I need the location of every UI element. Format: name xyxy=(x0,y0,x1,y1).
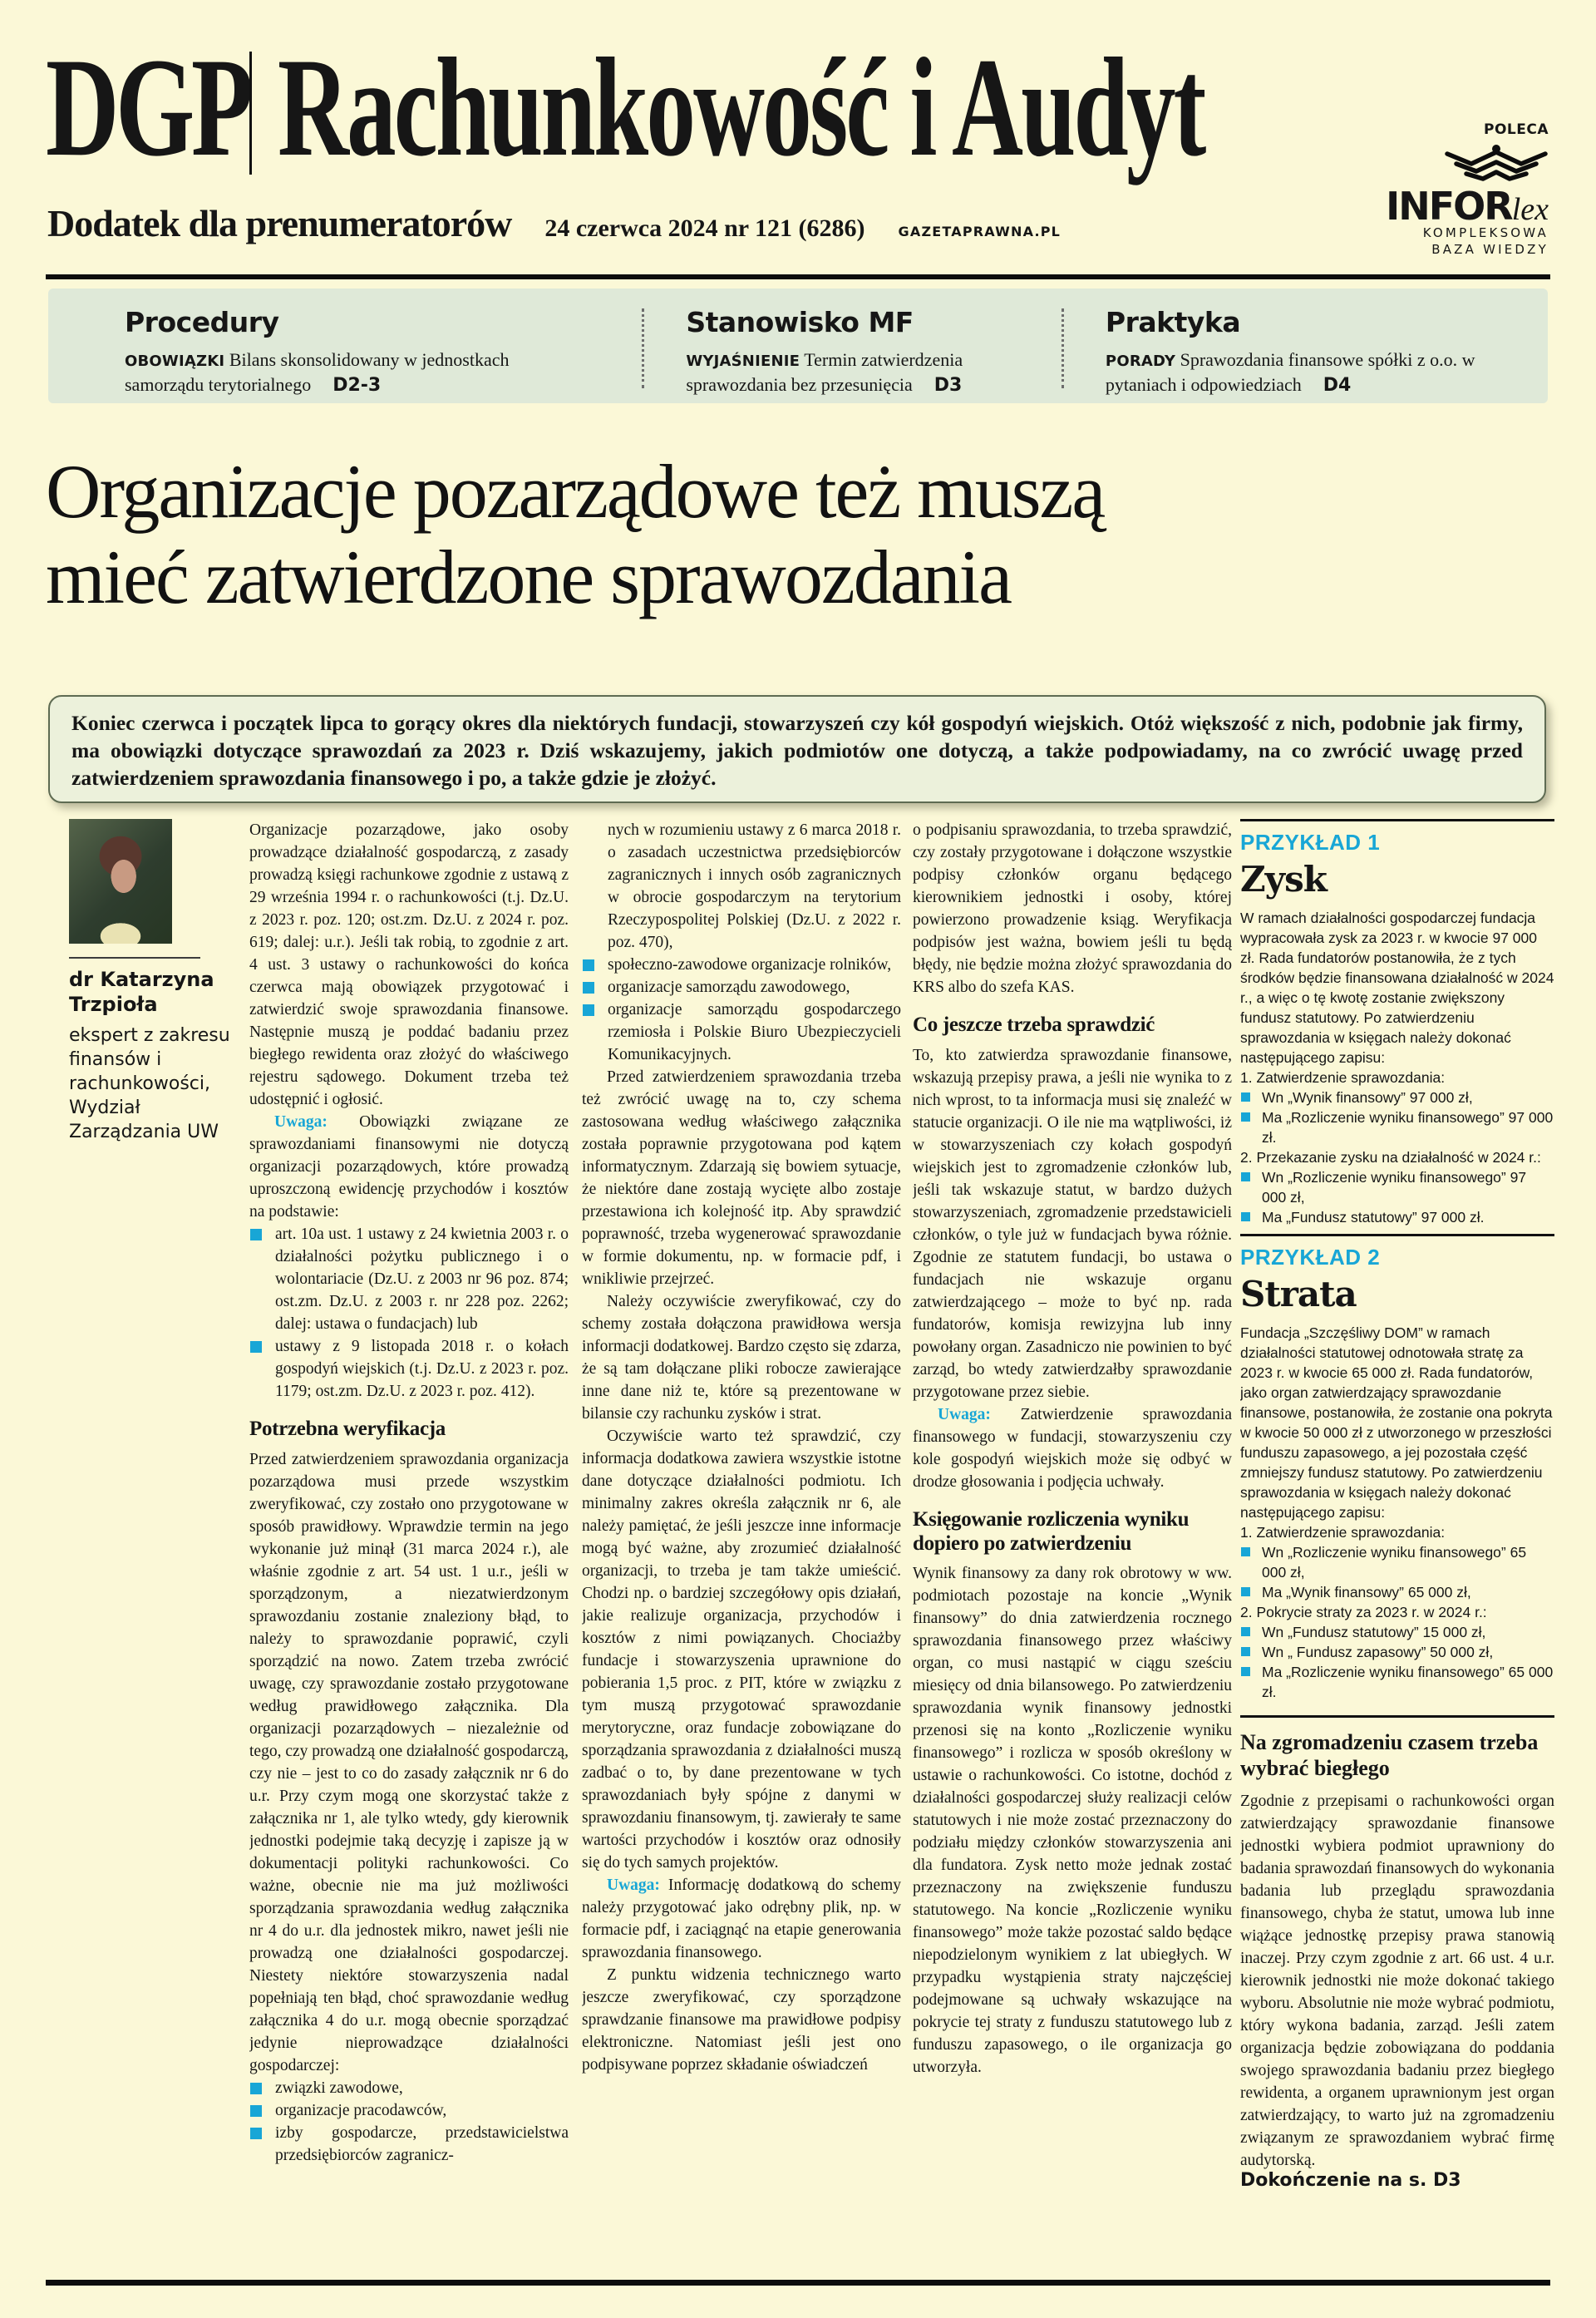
lead-box xyxy=(48,695,1546,803)
uwaga-label: Uwaga: xyxy=(938,1405,991,1423)
bullet-item: Wn „Rozliczenie wyniku finansowego” 65 000 zł, xyxy=(1240,1542,1554,1582)
bullet-item: Ma „Rozliczenie wyniku finansowego” 65 000 zł. xyxy=(1240,1662,1554,1702)
bullet-item: organizacje samorządu zawodowego, xyxy=(582,976,901,999)
uwaga-label: Uwaga: xyxy=(607,1877,660,1894)
bullet-list xyxy=(249,1223,569,1403)
body-paragraph: Oczywiście warto też sprawdzić, czy informacja dodatkowa zawiera wszystkie istotne dane dotyczące działalności podmiotu. Ich minimalny zakres określa załącznik nr 6, ale należy pamiętać, że jeśli jeszcze inne informacje mogą być ważne, aby zrozumieć działalność organizacji, to trzeba je tam także umieścić. Chodzi np. o bardziej szczegółowy opis działań, jakie realizuje organizacja, przychodów i kosztów z nimi powiązanych. Chociażby fundacje i stowarzyszenia uprawnione do pobierania 1,5 proc. z PIT, które w związku z tym muszą przygotować sprawozdanie merytoryczne, oraz fundacje zobowiązane do sporządzania sprawozdania z działalności muszą zadbać o to, by dane prezentowane w tych sprawozdaniach były spójne z danymi w sprawozdaniu finansowym, tj. zawierały te same wartości przychodów i kosztów oraz odnosiły się do tych samych projektów. xyxy=(582,1428,901,1872)
author-name: dr Katarzyna Trzpioła xyxy=(69,968,214,1016)
example-bullet-list xyxy=(1240,1087,1554,1147)
continuation-note: Dokończenie na s. D3 xyxy=(1240,2169,1461,2191)
example-bullet-list xyxy=(1240,1167,1554,1227)
body-paragraph: Przed zatwierdzeniem sprawozdania organizacja pozarządowa musi przede wszystkim zweryfikować, czy zostało ono przygotowane w sposób prawidłowy. Wprawdzie termin na jego wykonanie już minął (31 marca 2024 r.), ale właśnie zgodnie z art. 54 ust. 1 u.r., jeśli w sporządzonym, a niezatwierdzonym sprawozdaniu zostanie znaleziony błąd, to należy to sprawozdanie poprawić, czyli sporządzić na nowo. Zatem trzeba zwrócić uwagę, czy sprawozdanie zostało przygotowane według prawidłowego załącznika. Dla organizacji pozarządowych – niezależnie od tego, czy prowadzą one działalność gospodarczą, czy nie – jest to co do zasady załącznik nr 6 do u.r. Przy czym mogą one skorzystać także z załącznika nr 1, ale tylko wtedy, gdy kierownik jednostki podejmie taką decyzję i zapisze ją w dokumentacji polityki rachunkowości. Co ważne, obecnie nie ma już możliwości sporządzania sprawozdania według załącznika nr 4 do u.r. dla jednostek mikro, nawet jeśli nie prowadzą one działalności gospodarczej. Niestety niektóre stowarzyszenia nadal popełniają ten błąd, choć sprawozdanie według załącznika 4 do u.r. mogą obecnie sporządzać jedynie nieprowadzące działalności gospodarczej: xyxy=(249,1450,569,2074)
body-column-4 xyxy=(1240,819,1554,2280)
teaser-description xyxy=(125,348,540,397)
bottom-rule xyxy=(46,2280,1550,2286)
bullet-continuation: nych w rozumieniu ustawy z 6 marca 2018 r. o zasadach uczestnictwa przedsiębiorców zagranicznych i innych osób zagranicznych w obrocie gospodarczym na terytorium Rzeczypospolitej Polskiej (Dz.U. z 2022 r. poz. 470), xyxy=(608,821,901,951)
example-box-1 xyxy=(1240,819,1554,1227)
dgp-logo: DGP xyxy=(46,29,250,185)
body-paragraph: Przed zatwierdzeniem sprawozdania trzeba też zwrócić uwagę na to, czy schema zastosowana według właściwego załącznika została poprawnie przygotowana pod kątem informatycznym. Zdarzają się bowiem sytuacje, że niektóre dane zostają wycięte albo zostaje przestawiona ich kolejność itp. Aby sprawdzić poprawność, trzeba wygenerować sprawozdanie w formie dokumentu, np. w formacie pdf, i wnikliwie przejrzeć. xyxy=(582,1068,901,1288)
body-paragraph: Z punktu widzenia technicznego warto jeszcze zweryfikować, czy sporządzone sprawdzanie finansowe ma prawidłowe podpisy elektroniczne. Natomiast jeśli jest ono podpisywane poprzez składanie oświadczeń xyxy=(582,1966,901,2074)
section-subhead: Co jeszcze trzeba sprawdzić xyxy=(913,1014,1155,1036)
teaser-text: Bilans skonsolidowany w jednostkach samorządu terytorialnego xyxy=(125,349,510,395)
teaser-band xyxy=(48,289,1548,403)
example-paragraph: Fundacja „Szczęśliwy DOM” w ramach działalności statutowej odnotowała stratę za 2023 r. w kwocie 65 000 zł. Rada fundatorów, jako organ zatwierdzający sprawozdanie finansowe, postanowiła, że zostanie ona pokryta w kwocie 50 000 zł z utworzonego w przeszłości funduszu zapasowego, a jej pozostała część zmniejszy fundusz statutowy. Po zatwierdzeniu sprawozdania w księgach należy dokonać następującego zapisu: xyxy=(1240,1324,1553,1521)
subscriber-supplement-label: Dodatek dla prenumeratorów xyxy=(47,202,512,244)
infor-logo-icon xyxy=(1444,144,1549,185)
supplement-title: Rachunkowość i Audyt xyxy=(278,29,1204,185)
bullet-item: art. 10a ust. 1 ustawy z 24 kwietnia 2003 r. o działalności pożytku publicznego i o wolontariacie (Dz.U. z 2003 nr 96 poz. 874; ost.zm. Dz.U. z 2003 r. nr 228 poz. 2262; dalej: ustawa o fundacjach) lub xyxy=(249,1223,569,1335)
example-box-2 xyxy=(1240,1234,1554,1718)
author-bio: ekspert z zakresu finansów i rachunkowości, Wydział Zarządzania UW xyxy=(69,1025,230,1143)
header-rule xyxy=(46,274,1550,279)
example-step: 2. Pokrycie straty za 2023 r. w 2024 r.: xyxy=(1240,1604,1487,1621)
example-bullet-list xyxy=(1240,1622,1554,1702)
infor-brand-main: INFOR xyxy=(1386,184,1512,229)
teaser-description xyxy=(1106,348,1523,397)
example-kicker: PRZYKŁAD 1 xyxy=(1240,830,1381,855)
teaser-section-title: Praktyka xyxy=(1105,306,1241,338)
teaser-section-title: Procedury xyxy=(125,306,279,338)
bullet-item: Wn „Fundusz statutowy” 15 000 zł, xyxy=(1240,1622,1554,1642)
body-paragraph: Zgodnie z przepisami o rachunkowości organ zatwierdzający sprawozdanie finansowe jednostki wybiera podmiot uprawniony do badania sprawozdań finansowych do wykonania badania lub przeglądu sprawozdania finansowego, chyba że statut, umowa lub inne wiążące jednostkę przepisy prawa stanowią inaczej. Przy czym zgodnie z art. 66 ust. 4 u.r. kierownik jednostki nie może dokonać takiego wyboru. Absolutnie nie może wybrać podmiotu, który wykona badania, zarząd. Jeśli zatem organizacja będzie zobowiązana do poddania swojego sprawozdania badaniu przez biegłego rewidenta, a organem uprawnionym jest organ zatwierdzający, to warto już na zgromadzeniu związanym ze sprawozdaniem wybrać firmę audytorską. xyxy=(1240,1792,1554,2169)
bullet-list xyxy=(582,819,901,1066)
issue-date: 24 czerwca 2024 nr 121 (6286) xyxy=(544,215,865,242)
author-rule xyxy=(69,957,200,959)
body-column-1 xyxy=(249,819,569,2280)
teaser-stanowisko-mf xyxy=(642,306,1062,396)
example-title: Zysk xyxy=(1240,859,1327,900)
example-step: 2. Przekazanie zysku na działalność w 2024 r.: xyxy=(1240,1149,1541,1166)
lead-paragraph: Koniec czerwca i początek lipca to gorący okres dla niektórych fundacji, stowarzyszeń czy kół gospodyń wiejskich. Otóż większość z nich, podobnie jak firmy, ma obowiązki dotyczące sprawozdań za 2023 r. Dziś wskazujemy, jakich podmiotów one dotyczą, a także podpowiadamy, na co zwrócić uwagę przed zatwierdzeniem sprawozdania finansowego i po, a także gdzie je złożyć. xyxy=(71,711,1523,790)
infor-brand-suffix: lex xyxy=(1511,192,1549,227)
body-paragraph: Organizacje pozarządowe, jako osoby prowadzące działalność gospodarczą, z zasady prowadzą księgi rachunkowe zgodnie z ustawą z 29 września 1994 r. o rachunkowości (t.j. Dz.U. z 2023 r. poz. 120; ost.zm. Dz.U. z 2024 r. poz. 619; dalej: u.r.). Jeśli tak robią, to zgodnie z art. 4 ust. 3 ustawy o rachunkowości do końca czerwca mają obowiązek przygotować i zatwierdzić swoje sprawozdania finansowe. Następnie muszą je poddać badaniu przez biegłego rewidenta oraz złożyć do właściwego rejestru sądowego. Dokument trzeba też udostępnić i ogłosić. xyxy=(249,821,569,1108)
bullet-item: Wn „Rozliczenie wyniku finansowego” 97 000 zł, xyxy=(1240,1167,1554,1207)
body-paragraph: o podpisaniu sprawozdania, to trzeba sprawdzić, czy zostały przygotowane i dołączone wszystkie podpisy członków organu będącego kierownikiem jednostki i osoby, której powierzono prowadzenie ksiąg. Weryfikacja podpisów jest ważna, bowiem jeśli tu będą błędy, nie będzie można złożyć sprawozdania do KRS albo do szefa KAS. xyxy=(913,821,1232,996)
teaser-page-ref: D2-3 xyxy=(332,374,382,396)
teaser-praktyka xyxy=(1062,306,1523,396)
site-name: GAZETAPRAWNA.PL xyxy=(898,224,1062,239)
teaser-page-ref: D4 xyxy=(1323,374,1352,396)
teaser-procedury xyxy=(125,306,642,396)
headline-line-2: mieć zatwierdzone sprawozdania xyxy=(46,535,1011,620)
bullet-item: organizacje pracodawców, xyxy=(249,2099,569,2122)
teaser-kicker: PORADY xyxy=(1105,353,1176,370)
example-paragraph: W ramach działalności gospodarczej fundacja wypracowała zysk za 2023 r. w kwocie 97 000 zł. Rada fundatorów postanowiła, że z tych środków będzie finansowana działalność w 2024 r., a więc o tę kwotę zostanie zwiększony fundusz statutowy. Po zatwierdzeniu sprawozdania w księgach należy dokonać następującego zapisu: xyxy=(1240,910,1554,1067)
bullet-item: społeczno-zawodowe organizacje rolników, xyxy=(582,954,901,976)
teaser-text: Termin zatwierdzenia sprawozdania bez przesunięcia xyxy=(686,349,963,395)
teaser-page-ref: D3 xyxy=(933,374,963,396)
body-paragraph: To, kto zatwierdza sprawozdanie finansowe, wskazują przepisy prawa, a jeśli nie wynika to z nich wprost, to ta informacja musi się znaleźć w statucie organizacji. O ile nie ma wątpliwości, iż w stowarzyszeniach czy kołach gospodyń wiejskich jest to zgromadzenie członków lub, jeśli tak wskazuje statut, w bardzo dużych stowarzyszeniach, zgromadzenie przedstawicieli członków, o tyle już w fundacjach bywa różnie. Zgodnie ze statutem fundacji, bo ustawa o fundacjach nie wskazuje organu zatwierdzającego – może to być np. rada fundatorów, komisja rewizyjna lub inny powołany organ. Zasadniczo nie powinien to być zarząd, bo wtedy zatwierdzałby sprawozdanie przygotowane przez siebie. xyxy=(913,1046,1232,1401)
headline-line-1: Organizacje pozarządowe też muszą xyxy=(46,449,1105,534)
author-block xyxy=(62,819,245,1144)
example-kicker: PRZYKŁAD 2 xyxy=(1240,1245,1381,1270)
uwaga-note xyxy=(249,1111,569,1223)
uwaga-text: Informację dodatkową do schemy należy przygotować jako odrębny plik, np. w formacie pdf, i zaciągnąć na etapie generowania sprawozdania finansowego. xyxy=(582,1877,901,1961)
bullet-item: Ma „Rozliczenie wyniku finansowego” 97 000 zł. xyxy=(1240,1107,1554,1147)
bullet-item: izby gospodarcze, przedstawicielstwa przedsiębiorców zagranicz- xyxy=(249,2122,569,2167)
example-step: 1. Zatwierdzenie sprawozdania: xyxy=(1240,1069,1446,1087)
uwaga-text: Obowiązki związane ze sprawozdaniami finansowymi nie dotyczą organizacji pozarządowych, które prowadzą uproszczoną ewidencję przychodów i kosztów na podstawie: xyxy=(249,1113,569,1221)
author-photo xyxy=(69,819,172,944)
bullet-item: Ma „Fundusz statutowy” 97 000 zł. xyxy=(1240,1207,1554,1227)
infor-tagline-2: BAZA WIEDZY xyxy=(1431,241,1549,257)
body-column-3 xyxy=(913,819,1232,2280)
article-headline xyxy=(46,449,1104,620)
bullet-item: związki zawodowe, xyxy=(249,2077,569,2099)
example-title: Strata xyxy=(1240,1274,1357,1315)
example-bullet-list xyxy=(1240,1542,1554,1602)
section-subhead: Na zgromadzeniu czasem trzeba wybrać biegłego xyxy=(1240,1730,1539,1781)
bullet-item: Wn „ Fundusz zapasowy” 50 000 zł, xyxy=(1240,1642,1554,1662)
uwaga-text: Zatwierdzenie sprawozdania finansowego w fundacji, stowarzyszeniu czy kole gospodyń wiejskich może się odbyć w drodze głosowania i podjęcia uchwały. xyxy=(913,1405,1232,1491)
example-body xyxy=(1240,908,1554,1227)
infor-tagline-1: KOMPLEKSOWA xyxy=(1422,225,1549,240)
uwaga-note xyxy=(582,1874,901,1964)
masthead-subline xyxy=(47,202,1062,244)
infor-brand xyxy=(1374,184,1549,229)
body-paragraph: Należy oczywiście zweryfikować, czy do schemy została dołączona prawidłowa wersja informacji dodatkowej. Bardzo często się zdarza, że są tam dołączane pliki robocze zawierające inne dane niż te, które są prezentowane w bilansie czy rachunku zysków i strat. xyxy=(582,1293,901,1423)
uwaga-note xyxy=(913,1403,1232,1493)
teaser-text: Sprawozdania finansowe spółki z o.o. w pytaniach i odpowiedziach xyxy=(1105,349,1475,395)
teaser-description xyxy=(686,348,1062,397)
masthead-divider xyxy=(249,52,252,175)
teaser-kicker: OBOWIĄZKI xyxy=(125,353,225,370)
section-subhead: Potrzebna weryfikacja xyxy=(249,1418,446,1440)
section-subhead: Księgowanie rozliczenia wyniku dopiero po zatwierdzeniu xyxy=(913,1507,1190,1555)
bullet-list xyxy=(249,2077,569,2167)
bullet-item: ustawy z 9 listopada 2018 r. o kołach gospodyń wiejskich (t.j. Dz.U. z 2023 r. poz. 1179; ost.zm. Dz.U. z 2023 r. poz. 412). xyxy=(249,1335,569,1403)
poleca-label: POLECA xyxy=(1484,121,1549,138)
teaser-kicker: WYJAŚNIENIE xyxy=(686,353,800,370)
bullet-item: Ma „Wynik finansowy” 65 000 zł, xyxy=(1240,1582,1554,1602)
body-paragraph: Wynik finansowy za dany rok obrotowy w ww. podmiotach pozostaje na koncie „Wynik finansowy” do dnia zatwierdzenia rocznego sprawozdania finansowego przez właściwy organ, co musi nastąpić w ciągu sześciu miesięcy od dnia bilansowego. Po zatwierdzeniu sprawozdania wynik finansowy jednostki przenosi się na konto „Rozliczenie wyniku finansowego” i rozlicza w sposób określony w ustawie o rachunkowości. Co istotne, dochód z działalności gospodarczej służy realizacji celów statutowych i nie może zostać przeznaczony do podziału między członków stowarzyszenia ani dla fundatora. Zysk netto może jednak zostać przeznaczony na zwiększenie funduszu statutowego. Na koncie „Rozliczenie wyniku finansowego” może także pozostać saldo będące niepodzielonym wynikiem z lat ubiegłych. W przypadku wystąpienia straty najczęściej podejmowane są uchwały wskazujące na pokrycie tej straty z funduszu statutowego lub z funduszu zapasowego, o ile organizacja go utworzyła. xyxy=(913,1565,1232,2077)
body-column-2 xyxy=(582,819,901,2280)
infor-promo-block xyxy=(1374,123,1549,258)
bullet-item: Wn „Wynik finansowy” 97 000 zł, xyxy=(1240,1087,1554,1107)
bullet-item: organizacje samorządu gospodarczego rzemiosła i Polskie Biuro Ubezpieczycieli Komunikacyjnych. xyxy=(582,999,901,1066)
example-step: 1. Zatwierdzenie sprawozdania: xyxy=(1240,1524,1446,1541)
example-body xyxy=(1240,1323,1554,1702)
uwaga-label: Uwaga: xyxy=(274,1113,328,1131)
teaser-section-title: Stanowisko MF xyxy=(686,306,914,338)
